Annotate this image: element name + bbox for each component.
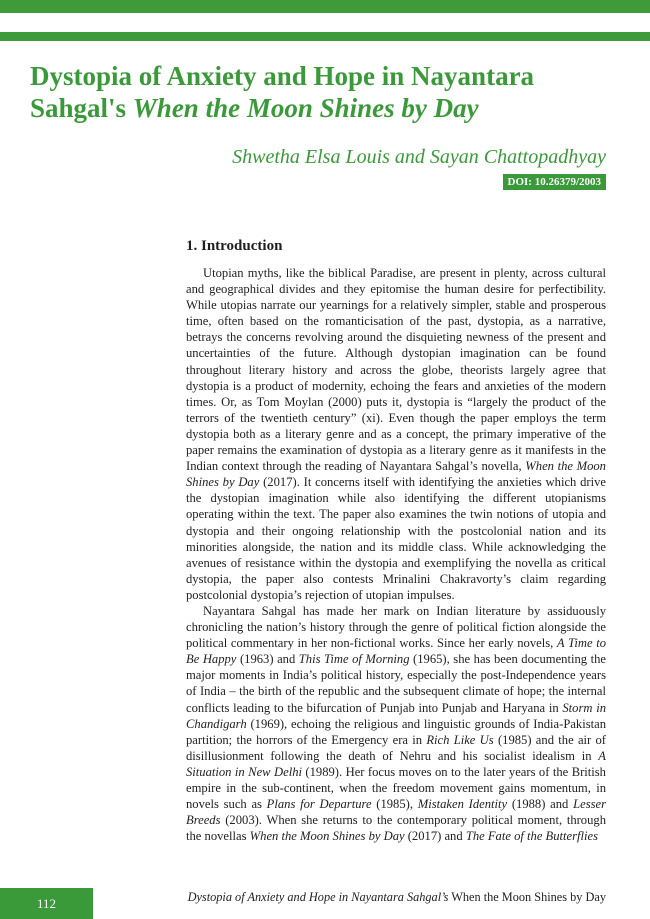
- text-run: (2017). It concerns itself with identifying the anxieties which drive the dystopian imagination while also identifying the different utopianisms operating within the text. The paper also examines the twin notions of utopia and dystopia and their ongoing relationship with the postcolonial nation and its minorities alongside, the nation and its middle class. While acknowledging the avenues of resistance within the dystopia and exemplifying the novella as critical dystopia, the paper also contests Mrinalini Chakravorty’s claim regarding postcolonial dystopia’s rejection of utopian impulses.: [186, 475, 606, 602]
- article-body: [186, 265, 606, 844]
- title-novel-name: When the Moon Shines by Day: [132, 93, 479, 123]
- running-head-italic: Dystopia of Anxiety and Hope in Nayantara Sahgal’s: [187, 890, 449, 904]
- title-line-1: Dystopia of Anxiety and Hope in Nayantara: [30, 61, 535, 91]
- running-head: [188, 890, 606, 905]
- text-run: Utopian myths, like the biblical Paradise, are present in plenty, across cultural and geographical divides and they epitomise the human desire for perfectibility. While utopias narrate our yearnings for a relatively simpler, stable and prosperous time, often based on the romanticisation of the past, dystopia, as a narrative, betrays the concerns revolving around the disquieting newness of the present and uncertainties of the future. Although dystopian imagination can be found throughout literary history and across the globe, theorists largely agree that dystopia is a product of modernity, echoing the fears and anxieties of the modern times. Or, as Tom Moylan (2000) puts it, dystopia is “largely the product of the terrors of the twentieth century” (xi). Even though the paper employs the term dystopia both as a literary genre and as a concept, the primary imperative of the paper remains the examination of dystopia as a literary genre as it manifests in the Indian context through the reading of Nayantara Sahgal’s novella,: [186, 266, 606, 474]
- header-accent-bar: [0, 32, 650, 41]
- doi-badge[interactable]: DOI: 10.26379/2003: [503, 174, 607, 190]
- italic-title-run: Rich Like Us: [426, 732, 494, 747]
- title-line-2: Sahgal's: [30, 93, 133, 123]
- article-title: [30, 60, 630, 124]
- top-accent-bar: [0, 0, 650, 13]
- text-run: (1985) and the air of disillusionment following the death of Nehru and his socialist idealism in: [186, 732, 606, 763]
- italic-title-run: A Situation in New Delhi: [186, 748, 606, 779]
- running-head-plain: When the Moon Shines by Day: [448, 890, 606, 904]
- text-run: (1963) and: [236, 652, 299, 667]
- page-number: 112: [0, 888, 93, 919]
- text-run: (2017) and: [404, 829, 466, 844]
- italic-title-run: Lesser Breeds: [186, 797, 606, 828]
- text-run: Nayantara Sahgal has made her mark on Indian literature by assiduously chronicling the nation’s history through the genre of political fiction alongside the political commentary in her non-fictional works. Since her early novels,: [186, 603, 606, 651]
- italic-title-run: When the Moon Shines by Day: [186, 459, 606, 490]
- text-run: (1969), echoing the religious and linguistic grounds of India-Pakistan partition; the horrors of the Emergency era in: [186, 716, 606, 747]
- text-run: (2003). When she returns to the contemporary political moment, through the novellas: [186, 813, 606, 844]
- italic-title-run: A Time to Be Happy: [186, 636, 606, 667]
- italic-title-run: This Time of Morning: [298, 652, 410, 667]
- section-heading: 1. Introduction: [186, 238, 283, 254]
- paragraph-2: [186, 603, 606, 844]
- text-run: (1989). Her focus moves on to the later years of the British empire in the sub-continent, when the freedom movement gains momentum, in novels such as: [186, 764, 606, 812]
- text-run: (1985),: [371, 797, 418, 812]
- text-run: (1988) and: [507, 797, 574, 812]
- paragraph-1: [186, 265, 606, 603]
- italic-title-run: Mistaken Identity: [417, 797, 508, 812]
- italic-title-run: When the Moon Shines by Day: [249, 829, 405, 844]
- text-run: (1965), she has been documenting the major moments in India’s political history, especially the post-Independence years of India – the birth of the republic and the subsequent climate of hope; the internal conflicts leading to the bifurcation of Punjab into Punjab and Haryana in: [186, 652, 606, 715]
- author-names: Shwetha Elsa Louis and Sayan Chattopadhyay: [232, 146, 606, 168]
- italic-title-run: Plans for Departure: [266, 797, 372, 812]
- italic-title-run: Storm in Chandigarh: [186, 700, 606, 731]
- italic-title-run: The Fate of the Butterflies: [465, 829, 599, 844]
